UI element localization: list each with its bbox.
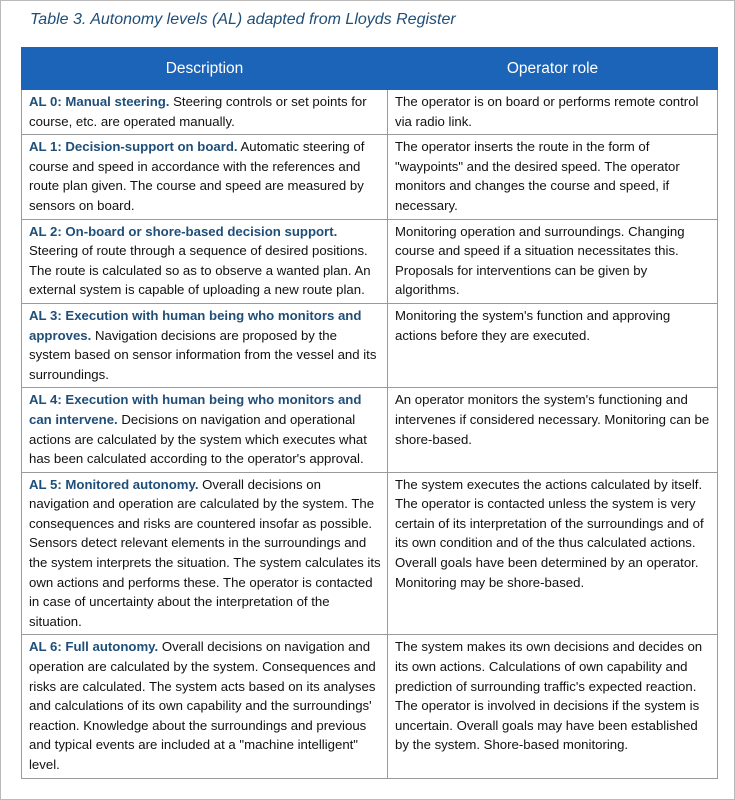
- level-label: AL 3:: [29, 307, 66, 323]
- description-cell: [22, 472, 388, 635]
- level-title: Monitored autonomy.: [65, 476, 199, 492]
- description-cell: [22, 388, 388, 472]
- level-title: Full autonomy.: [65, 639, 159, 655]
- autonomy-levels-table: [21, 47, 718, 779]
- operator-role-cell: Monitoring operation and surroundings. Changing course and speed if a situation necessitates this. Proposals for interventions can be given by algorithms.: [388, 219, 718, 303]
- operator-role-cell: Monitoring the system's function and approving actions before they are executed.: [388, 303, 718, 387]
- table-caption: Table 3. Autonomy levels (AL) adapted from Lloyds Register: [30, 11, 456, 28]
- table-row: [22, 303, 718, 387]
- table-row: [22, 219, 718, 303]
- table-row: [22, 635, 718, 778]
- table-row: [22, 388, 718, 472]
- operator-role-cell: The operator is on board or performs remote control via radio link.: [388, 90, 718, 135]
- level-title: Decision-support on board.: [65, 139, 238, 155]
- operator-role-cell: The system executes the actions calculated by itself. The operator is contacted unless the system is very certain of its interpretation of the surroundings and of its own condition and of the thus calculated actions. Overall goals have been determined by an operator. Monitoring may be shore-based.: [388, 472, 718, 635]
- level-description: Navigation decisions are proposed by the system based on sensor information from the vessel and its surroundings.: [29, 327, 377, 382]
- description-cell: [22, 90, 388, 135]
- table-header-row: [22, 48, 718, 90]
- level-description: Steering controls or set points for course, etc. are operated manually.: [29, 94, 367, 129]
- description-cell: [22, 219, 388, 303]
- level-label: AL 0:: [29, 94, 66, 109]
- level-title: Manual steering.: [65, 94, 170, 109]
- header-operator-role: Operator role: [388, 48, 718, 90]
- level-label: AL 1:: [29, 139, 66, 155]
- table-row: [22, 135, 718, 219]
- level-description: Decisions on navigation and operational actions are calculated by the system which executes what has been calculated according to the operator's approval.: [29, 411, 367, 467]
- level-description: Overall decisions on navigation and operation are calculated by the system. The consequences and risks are countered insofar as possible. Sensors detect relevant elements in the surroundings and the system interprets the situation. The system calculates its own actions and performs these. The operator is contacted in case of uncertainty about the interpretation of the situation.: [29, 476, 381, 629]
- header-description: Description: [22, 48, 388, 90]
- level-label: AL 5:: [29, 476, 66, 492]
- description-cell: [22, 635, 388, 778]
- table-row: [22, 90, 718, 135]
- description-cell: [22, 135, 388, 219]
- level-label: AL 6:: [29, 639, 66, 655]
- level-title: Execution with human being who monitors and can intervene.: [29, 392, 362, 427]
- level-description: Steering of route through a sequence of desired positions. The route is calculated so as to observe a wanted plan. An external system is capable of uploading a new route plan.: [29, 243, 371, 298]
- level-title: On-board or shore-based decision support.: [65, 223, 338, 239]
- description-cell: [22, 303, 388, 387]
- level-label: AL 2:: [29, 223, 66, 239]
- level-title: Execution with human being who monitors and approves.: [29, 307, 362, 343]
- level-description: Automatic steering of course and speed in accordance with the references and route plan given. The course and speed are measured by sensors on board.: [29, 139, 365, 213]
- table-row: [22, 472, 718, 635]
- level-label: AL 4:: [29, 392, 66, 408]
- operator-role-cell: The operator inserts the route in the form of "waypoints" and the desired speed. The operator monitors and changes the course and speed, if necessary.: [388, 135, 718, 219]
- operator-role-cell: The system makes its own decisions and decides on its own actions. Calculations of own capability and prediction of surrounding traffic's expected reaction. The operator is involved in decisions if the system is uncertain. Overall goals may have been established by the system. Shore-based monitoring.: [388, 635, 718, 778]
- level-description: Overall decisions on navigation and operation are calculated by the system. Consequences and risks are calculated. The system acts based on its analyses and calculations of its own capability and the surroundings' reaction. Knowledge about the surroundings and previous and typical events are included at a "machine intelligent" level.: [29, 639, 376, 772]
- operator-role-cell: An operator monitors the system's functioning and intervenes if considered necessary. Monitoring can be shore-based.: [388, 388, 718, 472]
